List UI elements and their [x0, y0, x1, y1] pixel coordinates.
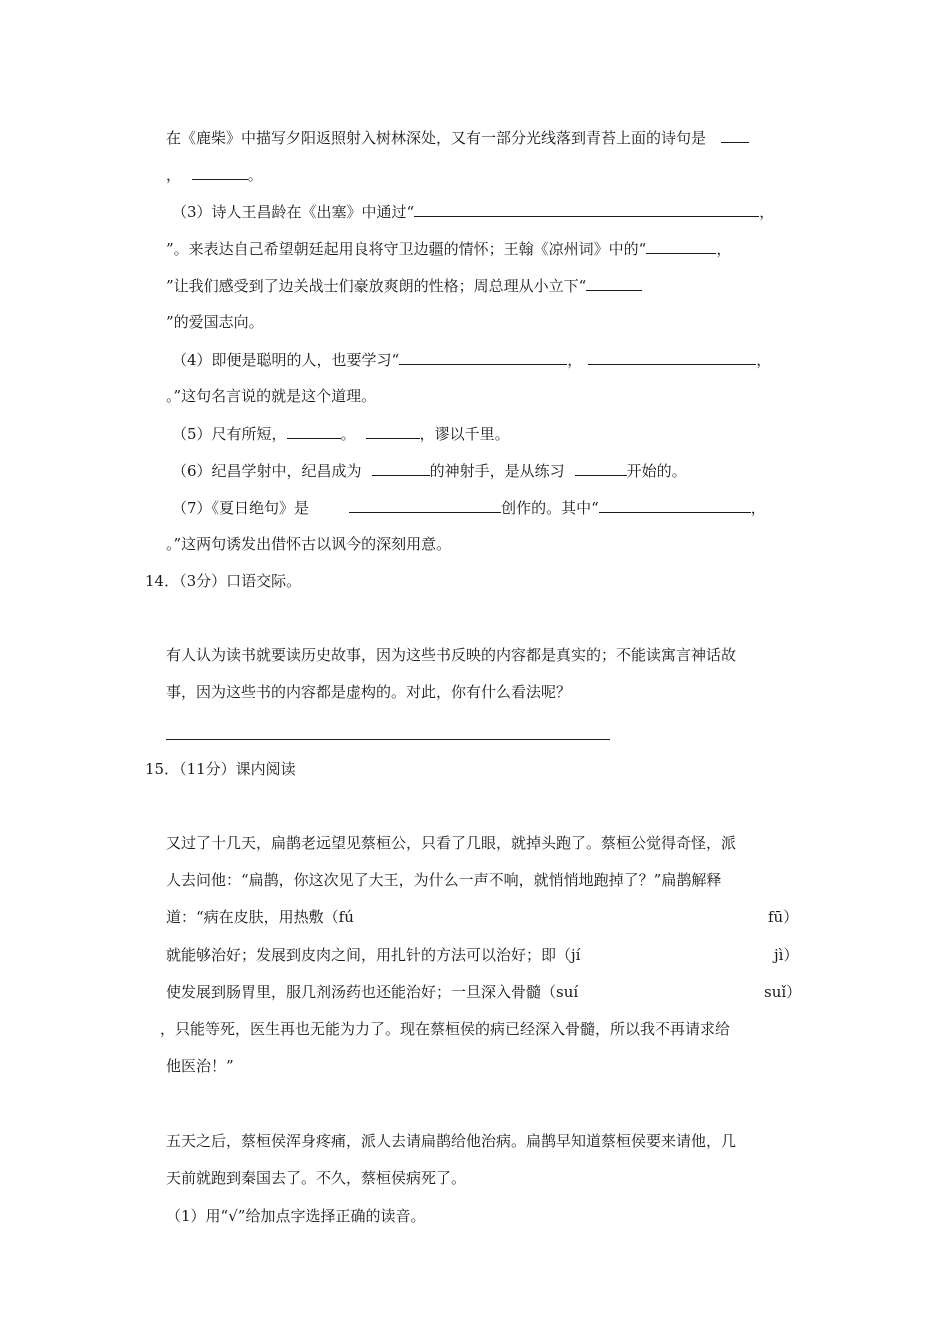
blank[interactable] [575, 459, 627, 476]
q13-line-2: ， 。 [166, 163, 263, 186]
q15-passage-line-8: 五天之后，蔡桓侯浑身疼痛，派人去请扁鹊给他治病。扁鹊早知道蔡桓侯要来请他，几 [166, 1132, 737, 1150]
pinyin-option[interactable]: suǐ） [764, 983, 802, 1001]
q13-sub3-line: （3）诗人王昌龄在《出塞》中通过“ ， [172, 200, 774, 223]
blank[interactable] [287, 422, 341, 439]
q13-sub7-line: （7）《夏日绝句》是 创作的。其中“ ， [172, 496, 766, 519]
blank[interactable] [366, 422, 420, 439]
q13-sub6-line: （6）纪昌学射中，纪昌成为 的神射手，是从练习 开始的。 [172, 459, 687, 482]
q15-sub1: （1）用“√”给加点字选择正确的读音。 [166, 1207, 426, 1225]
pinyin-option[interactable]: jì） [774, 946, 799, 964]
q13-line-6: ”的爱国志向。 [166, 313, 264, 331]
answer-line[interactable] [166, 739, 610, 740]
blank[interactable] [721, 126, 749, 143]
blank[interactable] [372, 459, 430, 476]
q15-passage-line-6: ，只能等死，医生再也无能为力了。现在蔡桓侯的病已经深入骨髓，所以我不再请求给 [160, 1020, 731, 1038]
q13-line-4: ”。来表达自己希望朝廷起用良将守卫边疆的情怀；王翰《凉州词》中的“ ， [166, 237, 731, 260]
q15-passage-line-9: 天前就跑到秦国去了。不久，蔡桓侯病死了。 [166, 1169, 467, 1187]
q15-passage-line-1: 又过了十几天，扁鹊老远望见蔡桓公，只看了几眼，就掉头跑了。蔡桓公觉得奇怪，派 [166, 834, 737, 852]
q13-sub4-line: （4）即便是聪明的人，也要学习“ ， ， [172, 348, 771, 371]
q14-paragraph-line-1: 有人认为读书就要读历史故事，因为这些书反映的内容都是真实的；不能读寓言神话故 [166, 646, 737, 664]
q13-sub5-line: （5）尺有所短， 。 ，谬以千里。 [172, 422, 510, 445]
q15-passage-line-5: 使发展到肠胃里，服几剂汤药也还能治好；一旦深入骨髓（suí [166, 983, 579, 1001]
q13-line-5: ”让我们感受到了边关战士们豪放爽朗的性格；周总理从小立下“ [166, 274, 642, 297]
q14-paragraph-line-2: 事，因为这些书的内容都是虚构的。对此，你有什么看法呢？ [166, 683, 572, 701]
q13-line-8: 。”这句名言说的就是这个道理。 [166, 387, 377, 405]
q15-header: 15．（11分）课内阅读 [145, 760, 296, 778]
blank[interactable] [192, 163, 248, 180]
q13-line-1: 在《鹿柴》中描写夕阳返照射入树林深处，又有一部分光线落到青苔上面的诗句是 [166, 126, 749, 149]
q15-passage-line-4: 就能够治好；发展到皮肉之间，用扎针的方法可以治好；即（jí [166, 946, 581, 964]
blank[interactable] [588, 348, 756, 365]
blank[interactable] [586, 274, 642, 291]
q15-passage-line-7: 他医治！” [166, 1057, 234, 1075]
blank[interactable] [599, 496, 751, 513]
blank[interactable] [414, 200, 759, 217]
q15-passage-line-3: 道：“病在皮肤，用热敷（fú [166, 908, 354, 926]
q14-header: 14．（3分）口语交际。 [145, 572, 302, 590]
blank[interactable] [349, 496, 501, 513]
q15-passage-line-2: 人去问他：“扁鹊，你这次见了大王，为什么一声不响，就悄悄地跑掉了？”扁鹊解释 [166, 871, 722, 889]
blank[interactable] [646, 237, 716, 254]
pinyin-option[interactable]: fū） [768, 908, 799, 926]
blank[interactable] [399, 348, 567, 365]
q13-line-12: 。”这两句诱发出借怀古以讽今的深刻用意。 [166, 535, 452, 553]
